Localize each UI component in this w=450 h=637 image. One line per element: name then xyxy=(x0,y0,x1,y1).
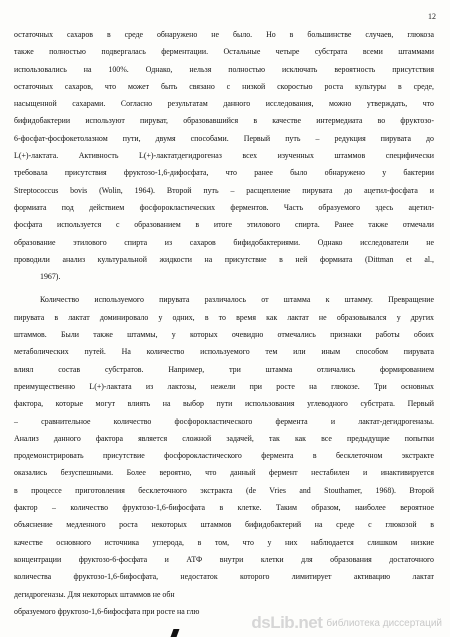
paragraph-1-line: требовала присутствия фруктозо-1,6-дифосфата, что ранее было обнаружено у бактерии xyxy=(14,168,434,178)
paragraph-1-line: фосфата используется с образованием в итоге этилового спирта. Ранее также отмечали xyxy=(14,220,434,230)
paragraph-2-line: Анализ данного фактора является сложной задачей, так как все предыдущие попытки xyxy=(14,433,434,443)
paragraph-2-line: в процессе приготовления бесклеточного экстракта (de Vries and Stouthamer, 1968). Второй xyxy=(14,485,434,495)
paragraph-1-line: проводили анализ культуральной жидкости на присутствие в ней формиата (Dittman et al., xyxy=(14,254,434,264)
paragraph-1-line: также полностью подвергалась ферментации. Остальные четыре субстрата всеми штаммами xyxy=(14,47,434,57)
paragraph-2-line: Количество используемого пирувата различалось от штамма к штамму. Превращение xyxy=(40,295,434,305)
paragraph-1-line: 6-фосфат-фосфокетолазном пути, двумя способами. Первый путь – редукция пирувата до xyxy=(14,133,434,143)
paragraph-2-line: фактора, которые могут влиять на выбор пути использования углеводного субстрата. Первый xyxy=(14,399,434,409)
watermark-logo: dsLib.net xyxy=(251,613,323,632)
paragraph-1-line: использовались на 100%. Однако, нельзя полностью исключать вероятность присутствия xyxy=(14,64,434,74)
paragraph-1-line: образование этилового спирта из сахаров бифидобактериями. Однако исследователи не xyxy=(14,237,434,247)
paragraph-1-line: Streptococcus bovis (Wolin, 1964). Второй путь – расщепление пирувата до ацетил-фосфата и xyxy=(14,185,434,195)
watermark xyxy=(251,613,442,633)
paragraph-2-line: фактор – количество фруктозо-1,6-бифосфата в клетке. Таким образом, наиболее вероятное xyxy=(14,503,434,513)
paragraph-2-line: объяснение медленного роста некоторых штаммов бифидобактерий на среде с глюкозой в xyxy=(14,520,434,530)
paragraph-2-line: качестве основного источника углерода, в том, что у них наблюдается слишком низкие xyxy=(14,537,434,547)
paragraph-2-line: влиял состав субстратов. Например, три штамма отличались формированием xyxy=(14,364,434,374)
paragraph-2-line: преимущественно L(+)-лактата из лактозы, нежели при росте на глюкозе. Три основных xyxy=(14,381,434,391)
paragraph-1-line: бифидобактерии используют пируват, образовавшийся в качестве интермедиата во фруктозо- xyxy=(14,116,434,126)
paragraph-2-line: дегидрогеназы. Для некоторых штаммов не обн xyxy=(14,589,175,599)
paragraph-2-line: образуемого фруктозо-1,6-бифосфата при росте на глю xyxy=(14,606,200,616)
paragraph-1-line: формиата под действием фосфорокластических ферментов. Часть образуемого здесь ацетил- xyxy=(14,202,434,212)
watermark-caption: библиотека диссертаций xyxy=(326,617,442,629)
paragraph-1-line: 1967). xyxy=(40,272,61,282)
paragraph-1-line: насыщенной сахарами. Согласно результатам данного исследования, можно утверждать, что xyxy=(14,99,434,109)
paragraph-2-line: пирувата в лактат доминировало у одних, в то время как лактат не образовывался у других xyxy=(14,312,434,322)
paragraph-2-line: штаммов. Были также штаммы, у которых очевидно отмечались признаки работы обоих xyxy=(14,330,434,340)
paragraph-2-line: продемонстрировать присутствие фосфорокластического фермента в бесклеточном экстракте xyxy=(14,451,434,461)
scan-artifact-mark xyxy=(171,629,180,637)
paragraph-2-line: количества фруктозо-1,6-бифосфата, недостаток которого лимитирует активацию лактат xyxy=(14,572,434,582)
paragraph-2-line: метаболических путей. На количество используемого тем или иным способом пирувата xyxy=(14,347,434,357)
body-text xyxy=(14,26,434,620)
paragraph-2-line: оказались безуспешными. Более вероятно, что данный фермент нестабилен и инактивируется xyxy=(14,468,434,478)
paragraph-1-line: остаточных сахаров, что может быть связано с низкой скоростью роста культуры в среде, xyxy=(14,81,434,91)
page-number: 12 xyxy=(428,12,436,21)
paragraph-1-line: L(+)-лактата. Активность L(+)-лактатдегидрогеназ всех изученных штаммов специфически xyxy=(14,151,434,161)
paragraph-2-line: концентрации фруктозо-6-фосфата и АТФ внутри клетки для образования достаточного xyxy=(14,554,434,564)
paragraph-1-line: остаточных сахаров в среде обнаружено не было. Но в большинстве случаев, глюкоза xyxy=(14,30,434,39)
paragraph-2-line: – сравнительное количество фосфорокластического фермента и лактат-дегидрогеназы. xyxy=(14,416,434,426)
